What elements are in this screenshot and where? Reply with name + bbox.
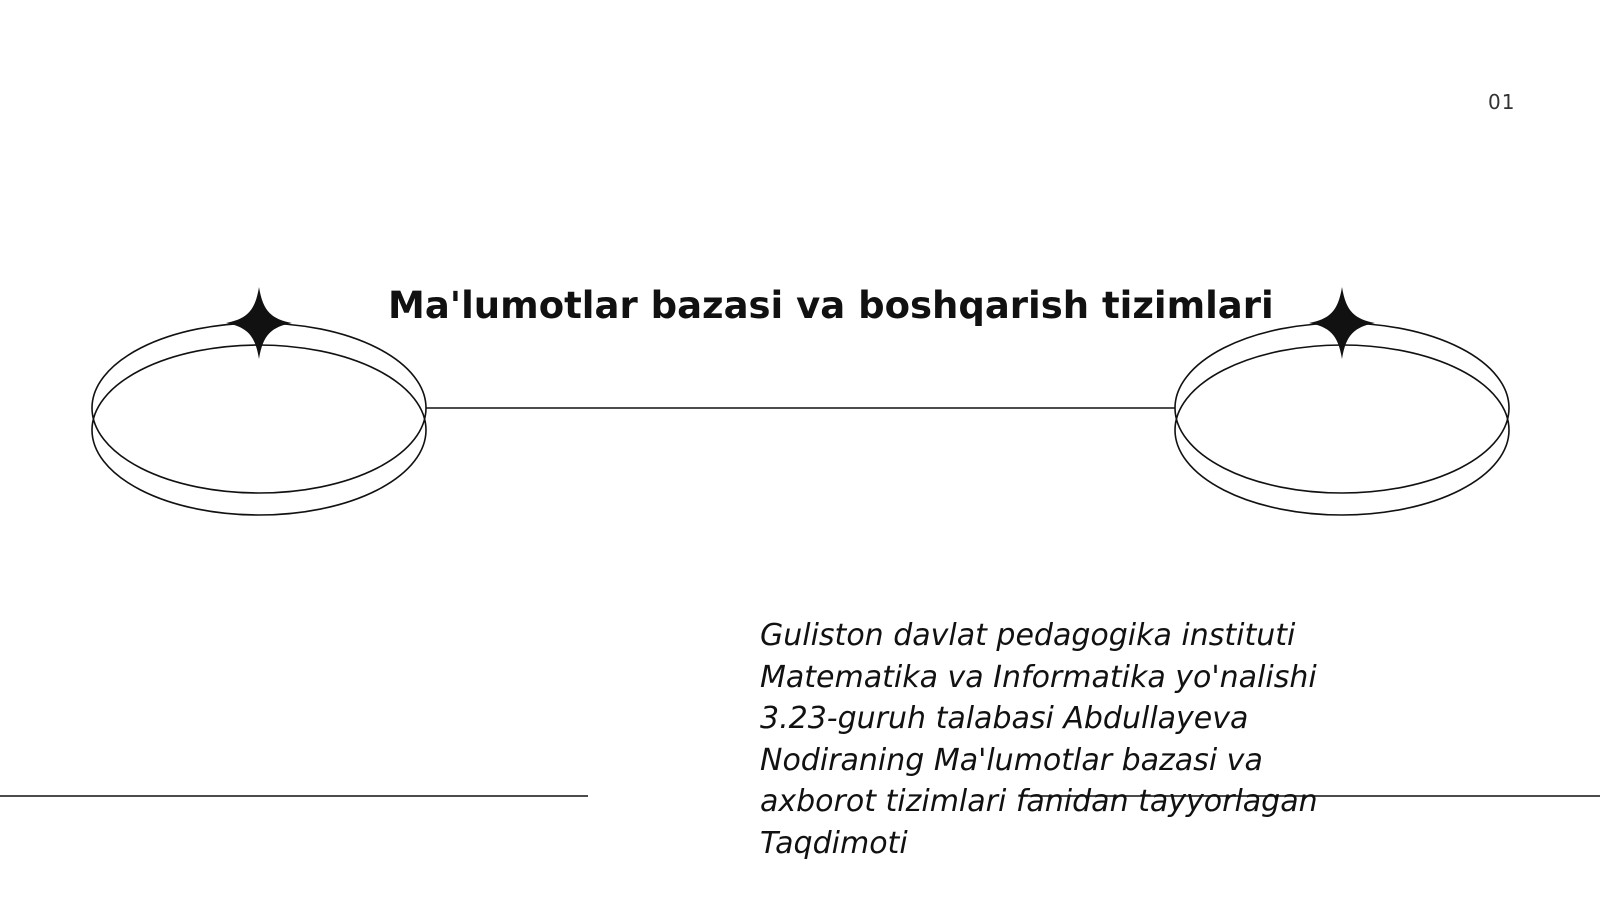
subtitle-line: Nodiraning Ma'lumotlar bazasi va [760,742,1263,778]
right-ring-inner [1175,345,1509,515]
slide-title: Ma'lumotlar bazasi va boshqarish tizimlari [388,284,1274,327]
subtitle-line: Matematika va Informatika yo'nalishi [760,659,1317,695]
slide-subtitle [760,615,1380,864]
four-point-star-icon [226,287,292,359]
subtitle-line: 3.23-guruh talabasi Abdullayeva [760,701,1249,736]
subtitle-line: axborot tizimlari fanidan tayyorlagan [760,784,1318,819]
subtitle-line: Taqdimoti [760,825,908,861]
slide-number: 01 [1488,90,1516,114]
left-ring-inner [92,345,426,515]
subtitle-line: Guliston davlat pedagogika instituti [760,618,1296,653]
four-point-star-icon [1309,287,1375,359]
